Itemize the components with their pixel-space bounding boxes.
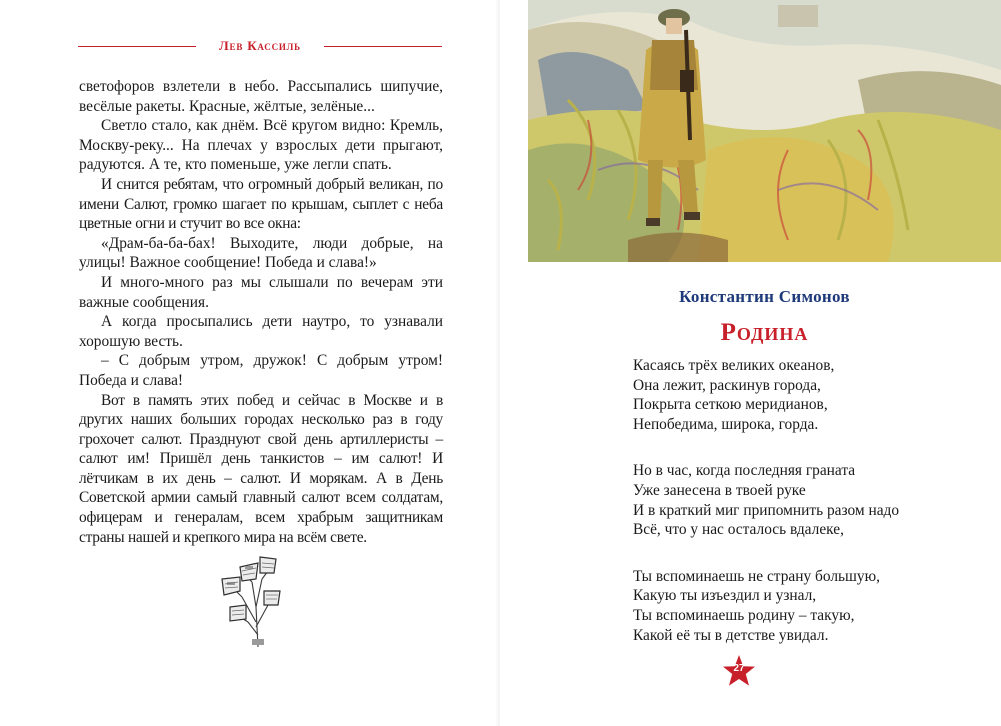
paragraph: А когда просыпались дети наутро, то узнавали хорошую весть.: [79, 313, 443, 350]
paragraph: И снится ребятам, что огромный добрый великан, по имени Салют, громко шагает по крышам, сыплет с неба цветные огни и стучит во все окна:: [79, 175, 443, 233]
running-head-rule-right: [324, 46, 442, 47]
paragraph: И много-много раз мы слышали по вечерам эти важные сообщения.: [79, 273, 443, 311]
page-number: 27: [733, 663, 745, 674]
left-page: [0, 0, 500, 726]
stanza: [633, 461, 963, 539]
poem-author: Константин Симонов: [679, 287, 850, 306]
poem-line: Какую ты изъездил и узнал,: [633, 587, 817, 605]
story-text: [79, 77, 443, 547]
running-head: [78, 37, 442, 55]
poem-line: Уже занесена в твоей руке: [633, 481, 806, 499]
paragraph: «Драм-ба-ба-бах! Выходите, люди добрые, на улицы! Важное сообщение! Победа и слава!»: [79, 234, 443, 272]
paragraph: Светло стало, как днём. Всё кругом видно: Кремль, Москву-реку... На плечах у взрослых дети прыгают, радуются. А те, кто поменьше, уже легли спать.: [79, 117, 443, 174]
paragraph: Вот в память этих побед и сейчас в Москве и в других наших больших городах несколько раз в году грохочет салют. Празднуют свой день артиллеристы – салют им! Пришёл день танкистов – им салют! И лётчикам в их день – салют. И морякам. А в День Советской армии самый главный салют всем солдатам, офицерам и генералам, всем храбрым защитникам страны нашей и крепкого мира на всём свете.: [79, 391, 443, 546]
running-head-rule-left: [78, 46, 196, 47]
poem-line: Покрыта сеткою меридианов,: [633, 396, 828, 414]
running-head-title: Лев Кассиль: [219, 38, 301, 53]
poem-line: Но в час, когда последняя граната: [633, 462, 856, 480]
poem-line: Ты вспоминаешь родину – такую,: [633, 606, 855, 624]
poem-text: [633, 356, 963, 672]
searchlight-illustration: [212, 527, 282, 649]
poem-line: Всё, что у нас осталось вдалеке,: [633, 521, 844, 539]
paragraph: светофоров взлетели в небо. Рассыпались шипучие, весёлые ракеты. Красные, жёлтые, зелёные...: [79, 78, 443, 115]
poem-title: Родина: [720, 319, 809, 346]
stanza: [633, 356, 963, 434]
page-number-star: [722, 654, 756, 688]
soldier-illustration: [528, 0, 1001, 262]
poem-line: Она лежит, раскинув города,: [633, 376, 821, 394]
poem-line: Касаясь трёх великих океанов,: [633, 357, 835, 374]
poem-line: Непобедима, широка, горда.: [633, 415, 819, 433]
poem-line: И в краткий миг припомнить разом надо: [633, 501, 900, 519]
poem-line: Ты вспоминаешь не страну большую,: [633, 567, 880, 585]
stanza: [633, 567, 963, 645]
poem-line: Какой её ты в детстве увидал.: [633, 626, 829, 644]
paragraph: – С добрым утром, дружок! С добрым утром! Победа и слава!: [79, 352, 443, 389]
